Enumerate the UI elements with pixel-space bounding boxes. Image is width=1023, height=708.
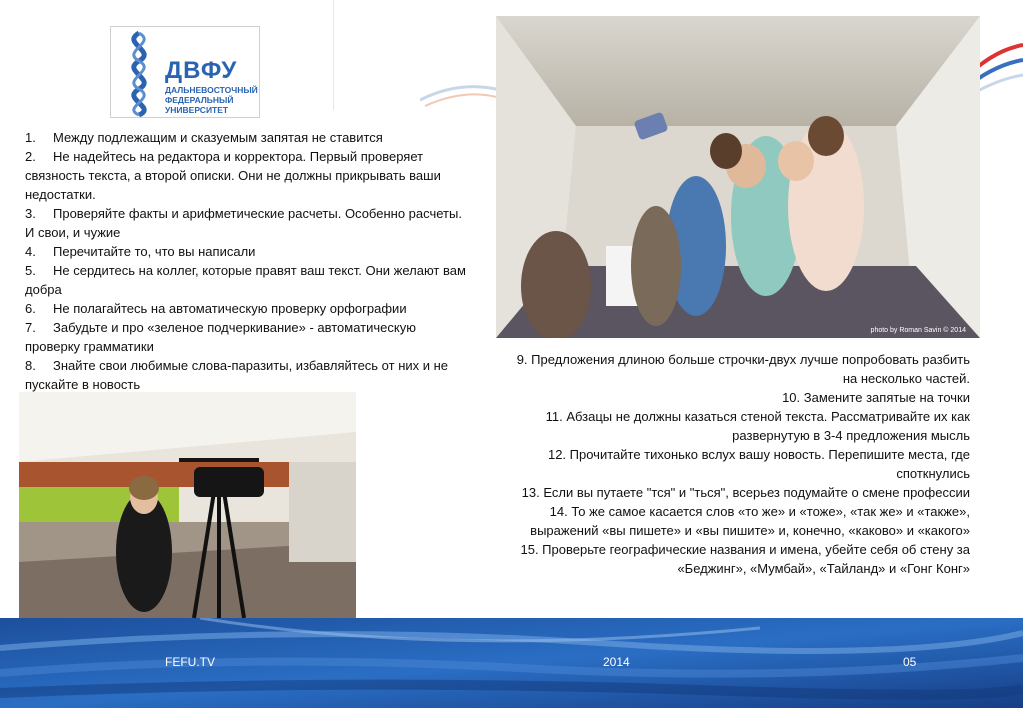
university-logo	[110, 26, 260, 118]
logo-line2: ФЕДЕРАЛЬНЫЙ	[165, 95, 234, 105]
rule-item: 9. Предложения длиною больше строчки-двух лучше попробовать разбить на несколько частей.	[516, 352, 970, 386]
rule-item: 15. Проверьте географические названия и имена, убейте себя об стену за «Беджинг», «Мумбай», «Тайланд» и «Гонг Конг»	[520, 542, 970, 576]
rule-item: 12. Прочитайте тихонько вслух вашу новость. Перепишите места, где споткнулись	[547, 447, 970, 481]
footer-brand: FEFU.TV	[165, 655, 215, 669]
footer-page-number: 05	[903, 655, 917, 669]
rule-item: 14. То же самое касается слов «то же» и «тоже», «так же» и «также», выражений «вы пишете» и «вы пишите» и, конечно, «каково» и «какого»	[530, 504, 970, 538]
logo-line3: УНИВЕРСИТЕТ	[165, 105, 229, 115]
rules-list-left	[25, 128, 470, 394]
rule-item: 4. Перечитайте то, что вы написали	[25, 244, 256, 259]
rule-item: 11. Абзацы не должны казаться стеной текста. Рассматривайте их как развернутую в 3-4 предложения мысль	[545, 409, 970, 443]
footer-banner	[0, 618, 1023, 708]
rule-item: 10. Замените запятые на точки	[782, 390, 970, 405]
decorative-swoosh	[420, 60, 500, 110]
camera-operator-photo	[19, 392, 356, 618]
logo-line1: ДАЛЬНЕВОСТОЧНЫЙ	[165, 85, 258, 95]
logo-title: ДВФУ	[165, 57, 238, 84]
rule-item: 13. Если вы путаете "тся" и "ться", всерьез подумайте о смене профессии	[521, 485, 970, 500]
selfie-group-photo	[496, 16, 980, 338]
rule-item: 8. Знайте свои любимые слова-паразиты, избавляйтесь от них и не пускайте в новость	[25, 358, 449, 392]
footer-year: 2014	[603, 655, 630, 669]
rule-item: 5. Не сердитесь на коллег, которые правят ваш текст. Они желают вам добра	[25, 263, 466, 297]
rule-item: 1. Между подлежащим и сказуемым запятая не ставится	[25, 130, 383, 145]
photo-credit: photo by Roman Savin © 2014	[870, 327, 966, 334]
rules-list-right	[500, 350, 970, 578]
header-divider	[333, 0, 334, 110]
rule-item: 7. Забудьте и про «зеленое подчеркивание» - автоматическую проверку грамматики	[25, 320, 416, 354]
rule-item: 6. Не полагайтесь на автоматическую проверку орфографии	[25, 301, 407, 316]
rule-item: 3. Проверяйте факты и арифметические расчеты. Особенно расчеты. И свои, и чужие	[25, 206, 462, 240]
rule-item: 2. Не надейтесь на редактора и корректора. Первый проверяет связность текста, а второй описки. Они не должны прикрывать ваши недостатки.	[25, 149, 441, 202]
logo-spiral-icon	[115, 29, 163, 117]
